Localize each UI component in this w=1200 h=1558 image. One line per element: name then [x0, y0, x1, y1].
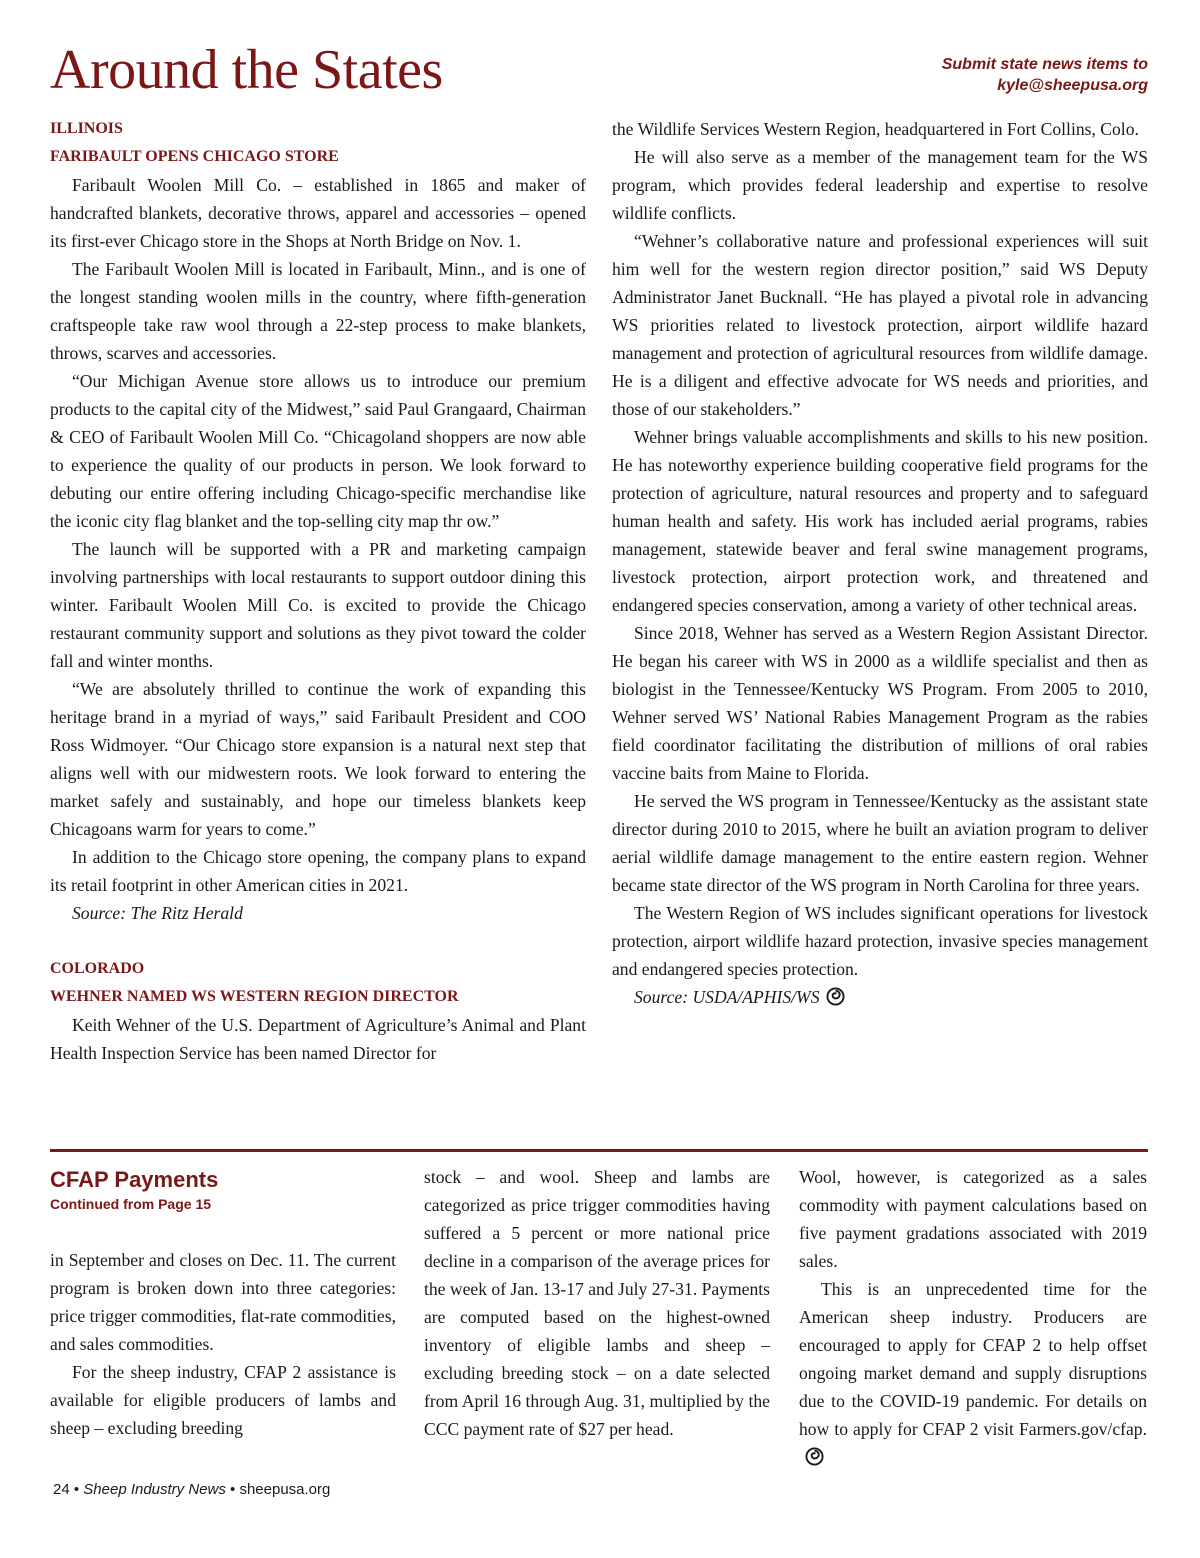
sheep-logo-icon	[826, 987, 845, 1006]
illinois-paragraph: The Faribault Woolen Mill is located in Faribault, Minn., and is one of the longest standing woolen mills in the country, where fifth-generation craftspeople take raw wool through a 22-step process to make blankets, throws, scarves and accessories.	[50, 259, 586, 363]
cfap-title: CFAP Payments	[50, 1167, 219, 1192]
colorado-paragraph-cont: the Wildlife Services Western Region, headquartered in Fort Collins, Colo.	[612, 119, 1139, 139]
submit-note	[942, 54, 1148, 96]
cfap-paragraph-text: This is an unprecedented time for the American sheep industry. Producers are encouraged to apply for CFAP 2 to help offset ongoing market demand and supply disruptions due to the COVID-19 pandemic. For details on how to apply for CFAP 2 visit Farmers.gov/cfap.	[799, 1279, 1147, 1439]
illinois-source: Source: The Ritz Herald	[72, 903, 243, 923]
cfap-paragraph: in September and closes on Dec. 11. The current program is broken down into three categories: price trigger commodities, flat-rate commodities, and sales commodities.	[50, 1250, 396, 1354]
illinois-paragraph: Faribault Woolen Mill Co. – established in 1865 and maker of handcrafted blankets, decorative throws, apparel and accessories – opened its first-ever Chicago store in the Shops at North Bridge on Nov. 1.	[50, 175, 586, 251]
cfap-subtitle: Continued from Page 15	[50, 1196, 212, 1212]
right-column	[612, 115, 1148, 1011]
colorado-paragraph: He served the WS program in Tennessee/Kentucky as the assistant state director during 2010 to 2015, where he built an aviation program to deliver aerial wildlife damage management to the entire eastern region. Wehner became state director of the WS program in North Carolina for three years.	[612, 791, 1148, 895]
cfap-column-1	[50, 1166, 396, 1442]
sheep-logo-icon	[805, 1447, 824, 1466]
page-title: Around the States	[50, 39, 443, 101]
headline-illinois: FARIBAULT OPENS CHICAGO STORE	[50, 148, 339, 165]
cfap-paragraph: For the sheep industry, CFAP 2 assistance is available for eligible producers of lambs and sheep – excluding breeding	[50, 1362, 396, 1438]
illinois-paragraph: “Our Michigan Avenue store allows us to introduce our premium products to the capital city of the Midwest,” said Paul Grangaard, Chairman & CEO of Faribault Woolen Mill Co. “Chicagoland shoppers are now able to experience the quality of our products in person. We look forward to debuting our entire offering including Chicago-specific merchandise like the iconic city flag blanket and the top-selling city map thr ow.”	[50, 371, 586, 531]
submit-note-line1: Submit state news items to	[941, 56, 1148, 73]
illinois-paragraph: The launch will be supported with a PR and marketing campaign involving partnerships with local restaurants to support outdoor dining this winter. Faribault Woolen Mill Co. is excited to provide the Chicago restaurant community support and solutions as they pivot toward the colder fall and winter months.	[50, 539, 586, 671]
state-label-colorado: COLORADO	[50, 960, 145, 977]
magazine-name: Sheep Industry News	[83, 1481, 226, 1498]
colorado-paragraph-start: Keith Wehner of the U.S. Department of Agriculture’s Animal and Plant Health Inspection Service has been named Director for	[50, 1015, 586, 1063]
page-number: 24 •	[53, 1481, 80, 1498]
colorado-source-line	[612, 983, 1148, 1011]
illinois-paragraph: In addition to the Chicago store opening, the company plans to expand its retail footprint in other American cities in 2021.	[50, 847, 586, 895]
colorado-paragraph: “Wehner’s collaborative nature and professional experiences will suit him well for the western region director position,” said WS Deputy Administrator Janet Bucknall. “He has played a pivotal role in advancing WS priorities related to livestock protection, airport wildlife hazard management and protection of agricultural resources from wildlife damage. He is a diligent and effective advocate for WS needs and priorities, and those of our stakeholders.”	[612, 231, 1148, 419]
colorado-source: Source: USDA/APHIS/WS	[634, 987, 820, 1007]
illinois-paragraph: “We are absolutely thrilled to continue the work of expanding this heritage brand in a myriad of ways,” said Faribault President and COO Ross Widmoyer. “Our Chicago store expansion is a natural next step that aligns well with our midwestern roots. We look forward to entering the market safely and sustainably, and hope our timeless blankets keep Chicagoans warm for years to come.”	[50, 679, 586, 839]
section-divider	[50, 1149, 1148, 1152]
page-footer	[53, 1480, 330, 1500]
colorado-paragraph: The Western Region of WS includes significant operations for livestock protection, airport wildlife hazard protection, invasive species management and endangered species protection.	[612, 903, 1148, 979]
cfap-paragraph-last	[799, 1275, 1147, 1471]
cfap-paragraph: stock – and wool. Sheep and lambs are categorized as price trigger commodities having suffered a 5 percent or more national price decline in a comparison of the average prices for the week of Jan. 13-17 and July 27-31. Payments are computed based on the highest-owned inventory of eligible lambs and sheep – excluding breeding stock – on a date selected from April 16 through Aug. 31, multiplied by the CCC payment rate of $27 per head.	[424, 1167, 770, 1439]
colorado-paragraph: Wehner brings valuable accomplishments and skills to his new position. He has noteworthy experience building cooperative field programs for the protection of agriculture, natural resources and property and to safeguard human health and safety. His work has included aerial programs, rabies management, statewide beaver and feral swine management programs, livestock protection, airport protection work, and threatened and endangered species conservation, among a variety of other technical areas.	[612, 427, 1148, 615]
cfap-column-3	[799, 1163, 1147, 1471]
colorado-paragraph: Since 2018, Wehner has served as a Western Region Assistant Director. He began his career with WS in 2000 as a wildlife specialist and then as biologist in the Tennessee/Kentucky WS Program. From 2005 to 2010, Wehner served WS’ National Rabies Management Program as the rabies field coordinator facilitating the distribution of millions of oral rabies vaccine baits from Maine to Florida.	[612, 623, 1148, 783]
submit-email-link[interactable]: kyle@sheepusa.org	[997, 77, 1148, 94]
section-spacer	[50, 927, 586, 955]
cfap-column-2	[424, 1163, 770, 1443]
headline-colorado: WEHNER NAMED WS WESTERN REGION DIRECTOR	[50, 988, 459, 1005]
state-label-illinois: ILLINOIS	[50, 120, 123, 137]
footer-site-link[interactable]: • sheepusa.org	[230, 1481, 331, 1498]
left-column	[50, 115, 586, 1067]
colorado-paragraph: He will also serve as a member of the management team for the WS program, which provides federal leadership and expertise to resolve wildlife conflicts.	[612, 147, 1148, 223]
cfap-paragraph: Wool, however, is categorized as a sales commodity with payment calculations based on five payment gradations associated with 2019 sales.	[799, 1167, 1147, 1271]
